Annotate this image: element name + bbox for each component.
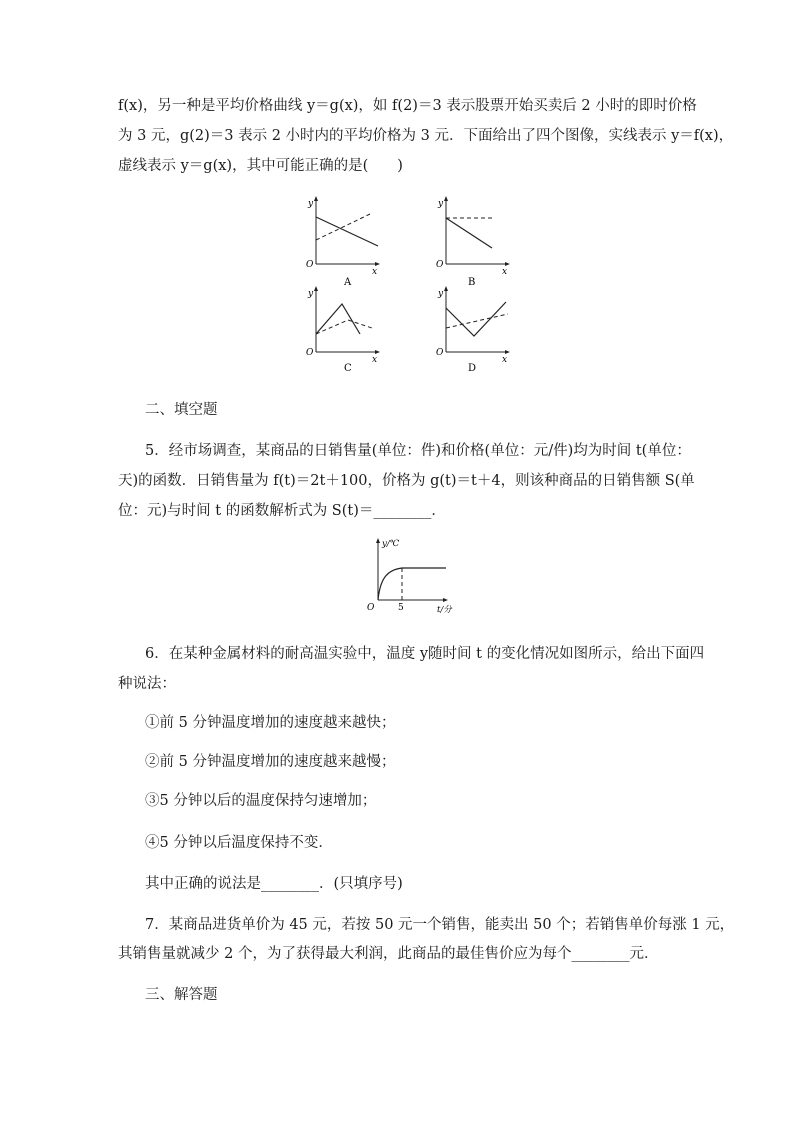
q6-option-2: ②前 5 分钟温度增加的速度越来越慢；	[145, 754, 396, 770]
graph-d	[426, 282, 516, 378]
graph-d-solid-line	[446, 302, 506, 336]
section-title-answer: 三、解答题	[145, 987, 218, 1003]
q7-line2: 其销售量就减少 2 个，为了获得最大利润，此商品的最佳售价应为每个________元．	[118, 946, 659, 962]
q4-line2: 为 3 元，g(2)＝3 表示 2 小时内的平均价格为 3 元．下面给出了四个图像，实线表示 y＝f(x)，	[118, 128, 734, 144]
section-title-fill-in: 二、填空题	[145, 402, 218, 418]
temp-tick-5: 5	[398, 603, 404, 613]
temp-x-label: t/分	[437, 605, 452, 614]
graph-a-dashed-line	[316, 214, 370, 240]
graph-d-label: D	[468, 363, 477, 374]
q5-line3: 位：元)与时间 t 的函数解析式为 S(t)＝________．	[118, 503, 446, 519]
temperature-graph	[362, 534, 472, 614]
graph-b-origin: O	[436, 260, 444, 270]
q4-line1: f(x)，另一种是平均价格曲线 y＝g(x)，如 f(2)＝3 表示股票开始买卖后 2 小时的即时价格	[118, 98, 697, 114]
graph-a-y-label: y	[308, 199, 314, 209]
q7-line1: 7．某商品进货单价为 45 元，若按 50 元一个销售，能卖出 50 个；若销售单价每涨 1 元，	[145, 917, 735, 933]
graph-d-y-label: y	[438, 289, 444, 299]
temp-curve	[378, 568, 446, 600]
q6-option-4: ④5 分钟以后温度保持不变．	[145, 835, 333, 851]
q4-line3: 虚线表示 y＝g(x)，其中可能正确的是( )	[118, 158, 403, 174]
q6-line2: 种说法：	[118, 676, 176, 692]
temp-origin: O	[367, 603, 375, 613]
graph-c-x-label: x	[372, 355, 378, 365]
q5-line1: 5．经市场调查，某商品的日销售量(单位：件)和价格(单位：元/件)均为时间 t(单位：	[145, 443, 691, 459]
q6-option-3: ③5 分钟以后的温度保持匀速增加；	[145, 793, 377, 809]
q6-answer-line: 其中正确的说法是________．(只填序号)	[145, 876, 403, 892]
temp-y-label: y/℃	[382, 539, 400, 549]
graph-b-label: B	[468, 277, 476, 288]
graph-b-y-label: y	[438, 199, 444, 209]
graph-d-origin: O	[436, 348, 444, 358]
graph-b	[426, 192, 516, 288]
graph-b-solid-line	[446, 218, 492, 248]
graph-a-origin: O	[306, 260, 314, 270]
q6-line1: 6．在某种金属材料的耐高温实验中，温度 y随时间 t 的变化情况如图所示，给出下面四	[145, 646, 705, 662]
graph-a-solid-line	[316, 217, 378, 246]
graph-c-solid-line	[316, 304, 360, 334]
graph-c	[296, 282, 386, 378]
graph-a-label: A	[344, 277, 352, 288]
graph-c-origin: O	[306, 348, 314, 358]
graph-d-x-label: x	[502, 355, 508, 365]
graph-c-y-label: y	[308, 289, 314, 299]
graph-b-x-label: x	[502, 267, 508, 277]
q6-option-1: ①前 5 分钟温度增加的速度越来越快；	[145, 715, 396, 731]
graph-a-x-label: x	[372, 267, 378, 277]
graph-d-dashed-line	[446, 314, 508, 328]
graph-c-dashed-line	[316, 320, 372, 334]
q5-line2: 天)的函数．日销售量为 f(t)＝2t＋100，价格为 g(t)＝t＋4，则该种商品的日销售额 S(单	[118, 473, 695, 489]
graph-c-label: C	[344, 363, 352, 374]
graph-a	[296, 192, 386, 288]
